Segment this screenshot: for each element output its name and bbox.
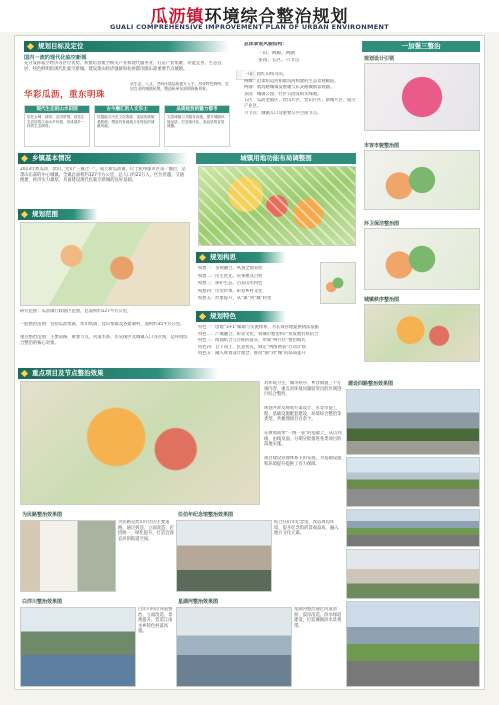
goal-slogan: 华彩瓜沥，重东明珠 xyxy=(24,90,106,100)
design-intro-caption: 规划设计引领 xyxy=(364,56,395,62)
highlight-photo-5 xyxy=(346,601,480,687)
scope-text-1: 研究范围：瓜沥镇行政辖区范围，总面积约127平方公里。 xyxy=(20,309,132,314)
structure-list: 一山：指红山和乌山。 两廊：沿萧绍运河和航坞河构建的生态景观廊道。 两轴：航坞路城镇发展轴与东灵路城镇景观轴。 多园：城镇公园、社区公园及街头绿地。 五区：瓜沥老镇区、坎山片区、党山片区、新城片区、临空产业区。 六节点：城镇入口及重要公共空间节点。 xyxy=(244,72,356,116)
highlight-photo-4 xyxy=(346,549,480,599)
highlights-caption: 建设四路整治效果图 xyxy=(348,381,394,387)
page-title: 瓜沥镇环境综合整治规划 xyxy=(150,7,349,27)
section-concept: 规划构思 xyxy=(196,252,286,263)
slogan-desc: 从生态、人文、空间环境品质提升入手，形成特色鲜明、宜居宜业的城镇风貌，塑造杭州东部明珠新形象。 xyxy=(130,82,229,91)
key-projects-map xyxy=(20,381,260,505)
order-caption: 城镇秩序整治图 xyxy=(364,297,400,303)
baiyang-caption: 白洋川整治效果图 xyxy=(22,599,63,605)
minzheng-caption: 为民路整治效果图 xyxy=(22,512,63,518)
design-intro-map xyxy=(364,63,480,131)
xinghu-text: 星湖河整治通过河道清淤、驳岸改造、滨水绿道建设，打造城镇滨水景观带。 xyxy=(294,607,342,629)
section-scope: 规划范围 xyxy=(18,209,98,220)
section-three-gov: 一加强三整治 xyxy=(362,41,480,52)
centennial-caption: 任伯年纪念馆整治效果图 xyxy=(178,512,234,518)
order-map xyxy=(364,304,480,362)
centennial-photo xyxy=(176,520,272,592)
highlight-photo-3 xyxy=(346,509,480,547)
status-text: 2013年底瓜沥、坎山、党山“三镇合一”，成立新瓜沥镇，位于杭州都市区第一圈层，是萧山东部的中心城镇。全镇总面积约127平方公里，总人口约22万人，区位优越，交通便捷，经济实力雄厚，具备建设现代化临空新城的良好基础。 xyxy=(20,167,186,184)
concept-list: 构想一：多规融合，风貌全面管控 构想二：民生优先，实事惠及百姓 构想三：保护生态，凸显山水特色 构想四：历史传承，彰显乡村文化 构想五：形象提升，从“镇”到“城”转变 xyxy=(198,266,272,302)
section-planning-goal: 规划目标及定位 xyxy=(24,41,229,52)
page-subtitle: GUALI COMPREHENSIVE IMPROVEMENT PLAN OF URBAN ENVIRONMENT xyxy=(110,23,389,31)
scope-map xyxy=(20,222,190,306)
section-status: 乡镇基本情况 xyxy=(18,153,188,164)
highlight-photo-2 xyxy=(346,457,480,507)
market-caption: 市容市貌整治图 xyxy=(364,143,400,149)
sanitation-caption: 环卫保洁整治图 xyxy=(364,221,400,227)
goal-card-urban: 品质绽放的魅力都市 完善城镇公共服务设施，提升城镇环境品质，打造现代化、高品质的宜居城镇。 xyxy=(164,105,230,147)
xinghu-photo xyxy=(176,607,292,687)
goal-subtitle: 国内一流的现代化临空新城 xyxy=(24,55,87,61)
structure-line1: 一山、两廊、两轴 xyxy=(258,51,295,56)
concept-diagram xyxy=(320,262,356,304)
goal-card-culture: 古今融汇的人文乐士 挖掘地方历史文化资源，延续传统街巷肌理，塑造具有地域文化特色的城镇风貌。 xyxy=(94,105,160,147)
highlight-photo-1 xyxy=(346,389,480,455)
xinghu-caption: 星湖河整治效果图 xyxy=(178,599,219,605)
section-landuse: 城镇用地功能布局调整图 xyxy=(196,153,356,164)
scope-text-2: 一般整治范围：包括瓜沥集镇、坎山集镇、党山集镇及各建制村，面积约35平方公里。 xyxy=(20,322,185,327)
sanitation-map xyxy=(364,228,480,290)
minzheng-text: 为民路是坎山片区的主要道路，通过拆违、立面改造、店招统一、绿化提升，打造宜商宜居的街道空间。 xyxy=(118,520,174,542)
market-map xyxy=(364,150,480,210)
structure-title: 总体景观风貌结构： xyxy=(244,42,288,47)
goal-card-ecology: 现代生态的山水田园 依托水网、绿带、农田景观，营造生态宜居的江南水乡环境，形成城乡一体的生态网络。 xyxy=(24,105,90,147)
features-list: 特色一：创建“3+1”编制与实施体系，为长效管理提供执法依据 特色二：产城融合，彰显文化，将城市整治和产业发展有机结合 特色三：线面结合与目标的落实，形成“两片区”整治模式 特色四：自下而上、民意优先，制定“两图两表”行动计划 特色五：融入规划设计理念，推动“镇”到“城”的品质提升 xyxy=(198,325,319,357)
key-text-block: 对环境卫生、城市秩序、乡容镇貌三个专项内容，重点对环境问题较突出的区域进行综合整治。 规划共涉及规划方案设计、市容市貌工程、基础设施配套建设、环境综合整治等类型，共梳理项目百余个。 在规划成果“一图一表”的基础上，从点到线、由线及面，分期分批推进各类项目的落地实施。 项目建设管理体系下的实施，为基础设施和环境提升提供了有力保障。 xyxy=(264,381,342,467)
baiyang-photo xyxy=(20,607,136,687)
scope-text-3: 重点整治范围：主要道路、重要节点、河道水系、历史街区及城镇入口等区域，是环境综合整治的核心对象。 xyxy=(20,335,188,346)
section-features: 规划特色 xyxy=(196,311,286,322)
baiyang-text: 白洋川村沿河道整治、立面改造、景观提升，营造江南水乡特色村落风貌。 xyxy=(138,607,173,635)
centennial-text: 结合任伯年纪念馆，改造周边环境，提升纪念馆的景观品质，融入地方文化元素。 xyxy=(274,520,339,537)
structure-line2: 多园、五区、六节点 xyxy=(258,58,300,63)
goal-text: 充分发挥临空经济等区位优势，积极培育航空相关产业和现代服务业，打造产业集聚、功能完善、生态宜居、特色鲜明的现代化临空新城，建设萧山经济强镇和杭州都市圈东部重要节点城镇。 xyxy=(24,61,222,72)
landuse-map xyxy=(198,166,356,246)
minzheng-photo xyxy=(20,520,116,592)
section-key-projects: 重点项目及节点整治效果 xyxy=(18,368,218,379)
